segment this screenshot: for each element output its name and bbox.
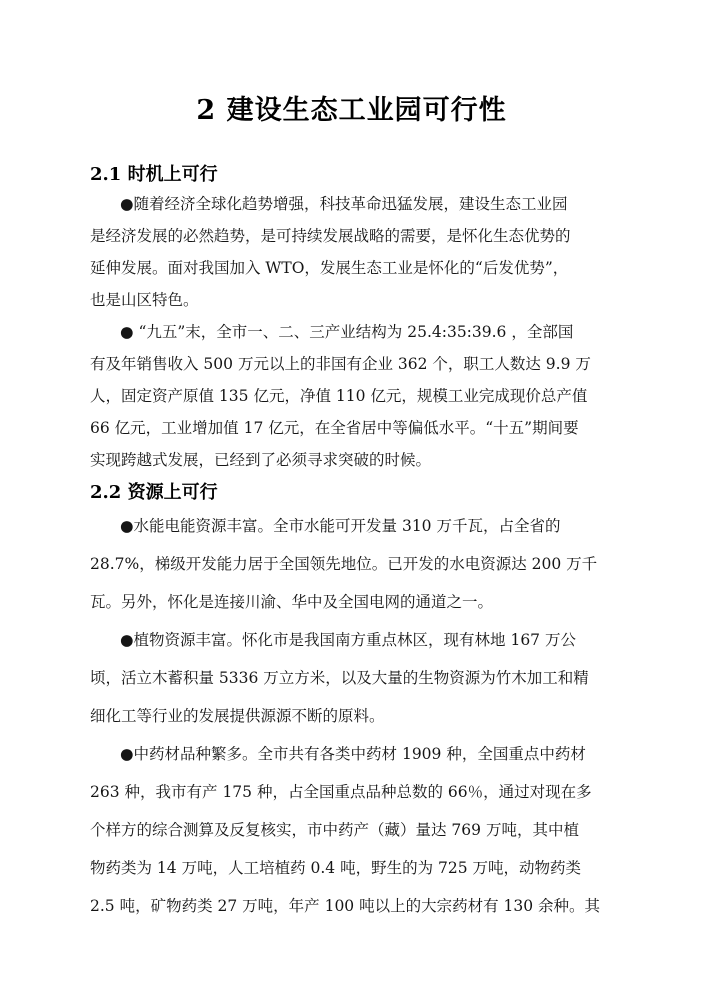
paragraph-line: 263 种，我市有产 175 种，占全国重点品种总数的 66％，通过对现在多 [90, 783, 592, 801]
paragraph-line: 28.7%，梯级开发能力居于全国领先地位。已开发的水电资源达 200 万千 [90, 555, 598, 573]
paragraph-line: 2.5 吨，矿物药类 27 万吨，年产 100 吨以上的大宗药材有 130 余种。其 [90, 897, 601, 915]
paragraph-line: 顷，活立木蓄积量 5336 万立方米，以及大量的生物资源为竹木加工和精 [90, 669, 589, 687]
paragraph-line: 66 亿元，工业增加值 17 亿元，在全省居中等偏低水平。“十五”期间要 [90, 419, 579, 437]
section-heading-resources: 2.2 资源上可行 [90, 482, 218, 503]
section-heading-timing: 2.1 时机上可行 [90, 164, 218, 185]
paragraph-line: 也是山区特色。 [90, 291, 199, 309]
paragraph-line: ●水能电能资源丰富。全市水能可开发量 310 万千瓦，占全省的 [120, 517, 561, 535]
paragraph-line: 细化工等行业的发展提供源源不断的原料。 [90, 707, 385, 725]
paragraph-line: 人，固定资产原值 135 亿元，净值 110 亿元，规模工业完成现价总产值 [90, 387, 588, 405]
paragraph-line: ● “九五”末，全市一、二、三产业结构为 25.4:35:39.6 ，全部国 [120, 323, 574, 341]
paragraph-line: 是经济发展的必然趋势，是可持续发展战略的需要，是怀化生态优势的 [90, 227, 571, 245]
page-title: 2 建设生态工业园可行性 [196, 95, 507, 126]
paragraph-line: ●植物资源丰富。怀化市是我国南方重点林区，现有林地 167 万公 [120, 631, 576, 649]
paragraph-line: 个样方的综合测算及反复核实，市中药产（藏）量达 769 万吨，其中植 [90, 821, 579, 839]
paragraph-line: ●随着经济全球化趋势增强，科技革命迅猛发展，建设生态工业园 [120, 195, 568, 213]
paragraph-line: 延伸发展。面对我国加入 WTO，发展生态工业是怀化的“后发优势”， [90, 259, 569, 277]
paragraph-line: ●中药材品种繁多。全市共有各类中药材 1909 种，全国重点中药材 [120, 745, 586, 763]
paragraph-line: 瓦。另外，怀化是连接川渝、华中及全国电网的通道之一。 [90, 593, 494, 611]
paragraph-line: 实现跨越式发展，已经到了必须寻求突破的时候。 [90, 451, 432, 469]
paragraph-line: 有及年销售收入 500 万元以上的非国有企业 362 个，职工人数达 9.9 万 [90, 355, 591, 373]
paragraph-line: 物药类为 14 万吨，人工培植药 0.4 吨，野生的为 725 万吨，动物药类 [90, 859, 582, 877]
